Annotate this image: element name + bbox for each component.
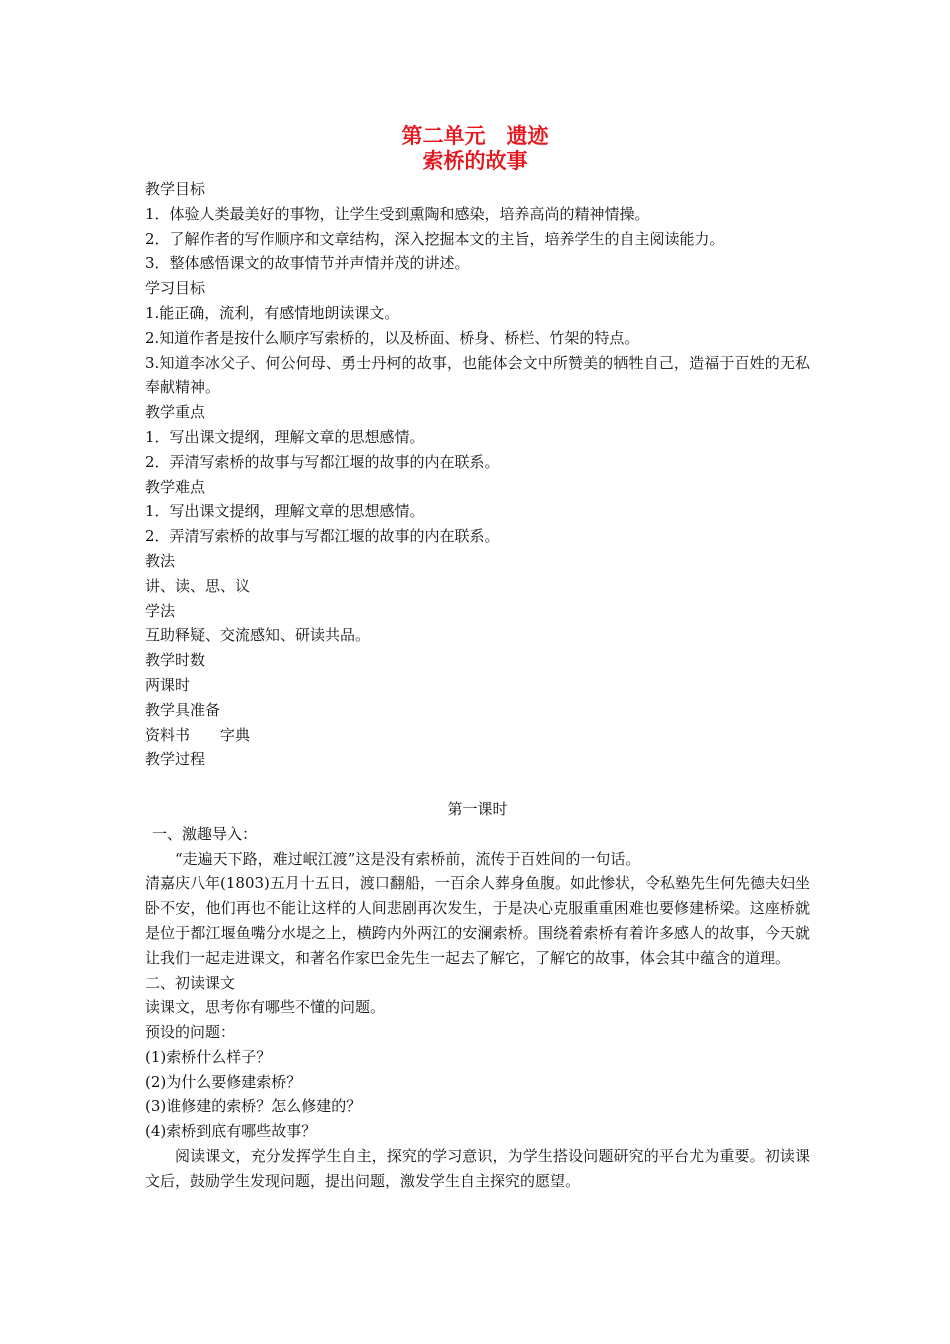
learning-goal-item: 3.知道李冰父子、何公何母、勇士丹柯的故事，也能体会文中所赞美的牺牲自己，造福于百姓的无私奉献精神。: [145, 353, 810, 397]
question-item: (1)索桥什么样子？: [145, 1047, 272, 1066]
difficult-point-item: 1．写出课文提纲，理解文章的思想感情。: [145, 502, 425, 521]
section2-heading: 二、初读课文: [145, 973, 236, 992]
spacer: [145, 772, 810, 797]
process-heading: 教学过程: [145, 750, 206, 769]
question-item: (2)为什么要修建索桥？: [145, 1072, 302, 1091]
learning-goals-heading: 学习目标: [145, 279, 206, 298]
key-point-item: 1．写出课文提纲，理解文章的思想感情。: [145, 427, 425, 446]
period-title: 第一课时: [447, 799, 508, 818]
questions-heading: 预设的问题：: [145, 1023, 236, 1042]
method-text: 讲、读、思、议: [145, 576, 251, 595]
method-heading: 教法: [145, 551, 176, 570]
difficult-point-item: 2．弄清写索桥的故事与写都江堰的故事的内在联系。: [145, 527, 500, 546]
tools-heading: 教学具准备: [145, 700, 221, 719]
teaching-goal-item: 2．了解作者的写作顺序和文章结构，深入挖掘本文的主旨，培养学生的自主阅读能力。: [145, 229, 725, 248]
lesson-title: 索桥的故事: [422, 149, 528, 173]
section1-paragraph: 清嘉庆八年(1803)五月十五日，渡口翻船，一百余人葬身鱼腹。如此惨状，令私塾先生何先德夫妇坐卧不安，他们再也不能让这样的人间悲剧再次发生，于是决心克服重重困难也要修建桥梁。这座桥就是位于都江堰鱼嘴分水堤之上，横跨内外两江的安澜索桥。围绕着索桥有着许多感人的故事，今天就让我们一起走进课文，和著名作家巴金先生一起去了解它，了解它的故事，体会其中蕴含的道理。: [145, 874, 810, 967]
section1-paragraph: “走遍天下路，难过岷江渡”这是没有索桥前，流传于百姓间的一句话。: [175, 849, 641, 868]
document-body: [145, 177, 810, 1194]
learning-goal-item: 1.能正确，流利，有感情地朗读课文。: [145, 303, 400, 322]
difficult-points-heading: 教学难点: [145, 477, 206, 496]
teaching-goal-item: 1．体验人类最美好的事物，让学生受到熏陶和感染，培养高尚的精神情操。: [145, 204, 650, 223]
study-method-text: 互助释疑、交流感知、研读共品。: [145, 626, 371, 645]
unit-title: 第二单元 遗迹: [401, 124, 549, 148]
section2-task: 读课文，思考你有哪些不懂的问题。: [145, 998, 386, 1017]
question-item: (3)谁修建的索桥？怎么修建的？: [145, 1097, 362, 1116]
key-points-heading: 教学重点: [145, 403, 206, 422]
hours-text: 两课时: [145, 675, 191, 694]
question-item: (4)索桥到底有哪些故事？: [145, 1122, 317, 1141]
key-point-item: 2．弄清写索桥的故事与写都江堰的故事的内在联系。: [145, 452, 500, 471]
learning-goal-item: 2.知道作者是按什么顺序写索桥的，以及桥面、桥身、桥栏、竹架的特点。: [145, 328, 640, 347]
teaching-goals-heading: 教学目标: [145, 180, 206, 198]
hours-heading: 教学时数: [145, 651, 206, 670]
study-method-heading: 学法: [145, 601, 176, 620]
closing-paragraph: 阅读课文，充分发挥学生自主，探究的学习意识，为学生搭设问题研究的平台尤为重要。初读课文后，鼓励学生发现问题，提出问题，激发学生自主探究的愿望。: [145, 1147, 810, 1190]
title-block: [0, 124, 950, 174]
teaching-goal-item: 3．整体感悟课文的故事情节并声情并茂的讲述。: [145, 254, 470, 273]
section1-heading: 一、激趣导入：: [152, 824, 258, 843]
tools-text: 资料书 字典: [145, 725, 251, 744]
